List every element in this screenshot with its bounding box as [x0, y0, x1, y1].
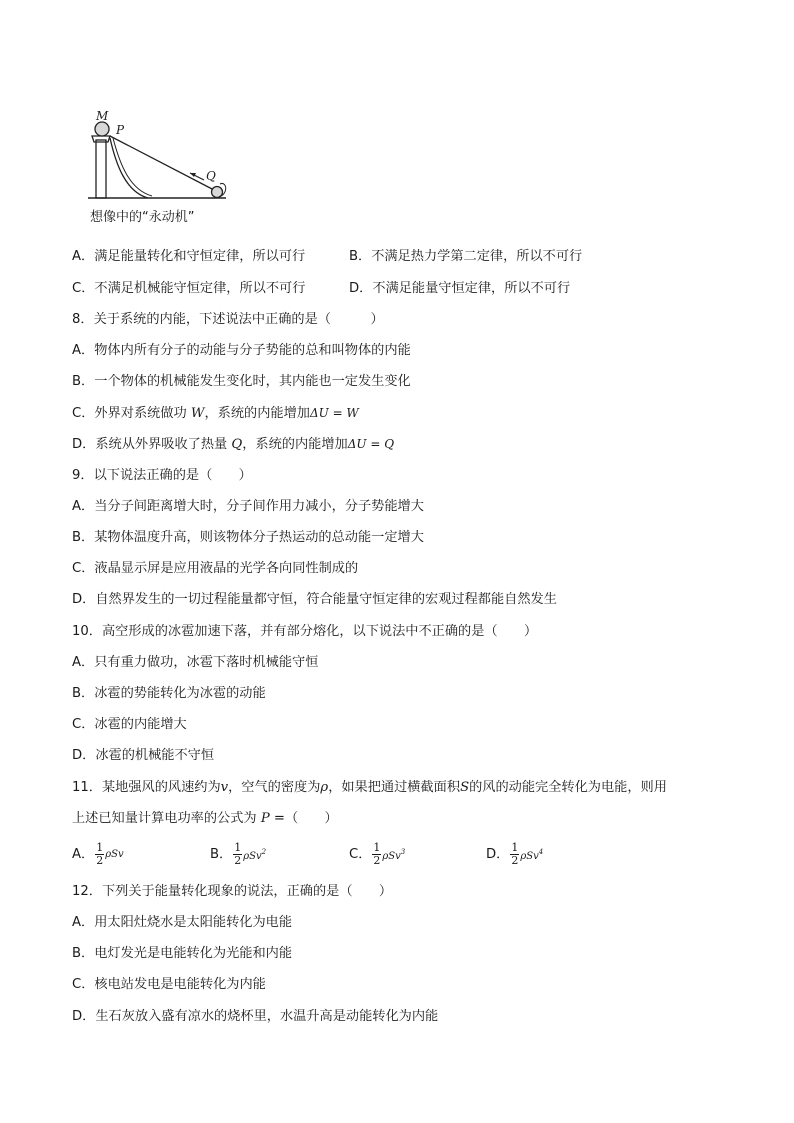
perpetual-motion-diagram — [86, 110, 236, 210]
q10-option-b: B．冰雹的势能转化为冰雹的动能 — [72, 686, 266, 701]
q8-option-c: C．外界对系统做功 W，系统的内能增加ΔU = W — [72, 406, 359, 421]
q12-option-c: C．核电站发电是电能转化为内能 — [72, 977, 266, 992]
q7-option-c: C．不满足机械能守恒定律，所以不可行 — [72, 281, 306, 296]
q9-option-a: A．当分子间距离增大时，分子间作用力减小，分子势能增大 — [72, 499, 424, 514]
q11-choice-a: A． $\frac{1}{2}$ ρSv — [72, 841, 124, 867]
q11-choice-d: D． $\frac{1}{2}$ ρSv$^4$ — [486, 841, 544, 867]
perpetual-motion-figure — [86, 110, 236, 232]
q8-option-a: A．物体内所有分子的动能与分子势能的总和叫物体的内能 — [72, 343, 411, 358]
q11-stem-line2: 上述已知量计算电功率的公式为 P =（ ） — [72, 811, 338, 826]
fraction-half: $\frac{1}{2}$ — [234, 841, 242, 867]
q8-option-b: B．一个物体的机械能发生变化时，其内能也一定发生变化 — [72, 374, 411, 389]
q12-option-d: D．生石灰放入盛有凉水的烧杯里，水温升高是动能转化为内能 — [72, 1009, 439, 1024]
q10-option-a: A．只有重力做功，冰雹下落时机械能守恒 — [72, 655, 319, 670]
fraction-half: $\frac{1}{2}$ — [511, 841, 519, 867]
fraction-half: $\frac{1}{2}$ — [373, 841, 381, 867]
q8-option-d: D．系统从外界吸收了热量 Q，系统的内能增加ΔU = Q — [72, 437, 395, 452]
formula-delta-u-q: ΔU = Q — [347, 437, 395, 451]
fraction-half: $\frac{1}{2}$ — [96, 841, 104, 867]
q11-stem-line1: 11．某地强风的风速约为v，空气的密度为ρ，如果把通过横截面积S的风的动能完全转化为电能，则用 — [72, 780, 667, 795]
q7-option-d: D．不满足能量守恒定律，所以不可行 — [349, 281, 571, 296]
label-p: P — [116, 123, 125, 137]
q9-option-c: C．液晶显示屏是应用液晶的光学各向同性制成的 — [72, 561, 359, 576]
q7-option-b: B．不满足热力学第二定律，所以不可行 — [349, 249, 583, 264]
q8-stem: 8．关于系统的内能，下述说法中正确的是（ ） — [72, 312, 384, 327]
q12-stem: 12．下列关于能量转化现象的说法，正确的是（ ） — [72, 884, 393, 899]
q11-choice-c: C． $\frac{1}{2}$ ρSv$^3$ — [349, 841, 406, 867]
q9-option-b: B．某物体温度升高，则该物体分子热运动的总动能一定增大 — [72, 530, 424, 545]
label-m: M — [96, 110, 109, 123]
q9-option-d: D．自然界发生的一切过程能量都守恒，符合能量守恒定律的宏观过程都能自然发生 — [72, 592, 557, 607]
q12-option-b: B．电灯发光是电能转化为光能和内能 — [72, 946, 293, 961]
figure-caption: 想像中的“永动机” — [90, 210, 195, 225]
q10-option-c: C．冰雹的内能增大 — [72, 717, 187, 732]
q9-stem: 9．以下说法正确的是（ ） — [72, 468, 252, 483]
q10-stem: 10．高空形成的冰雹加速下落，并有部分熔化，以下说法中不正确的是（ ） — [72, 624, 538, 639]
q10-option-d: D．冰雹的机械能不守恒 — [72, 748, 215, 763]
q7-option-a: A．满足能量转化和守恒定律，所以可行 — [72, 249, 306, 264]
formula-delta-u-w: ΔU = W — [309, 406, 359, 420]
q11-choice-b: B． $\frac{1}{2}$ ρSv$^2$ — [210, 841, 267, 867]
q12-option-a: A．用太阳灶烧水是太阳能转化为电能 — [72, 915, 293, 930]
label-q: Q — [206, 169, 216, 183]
